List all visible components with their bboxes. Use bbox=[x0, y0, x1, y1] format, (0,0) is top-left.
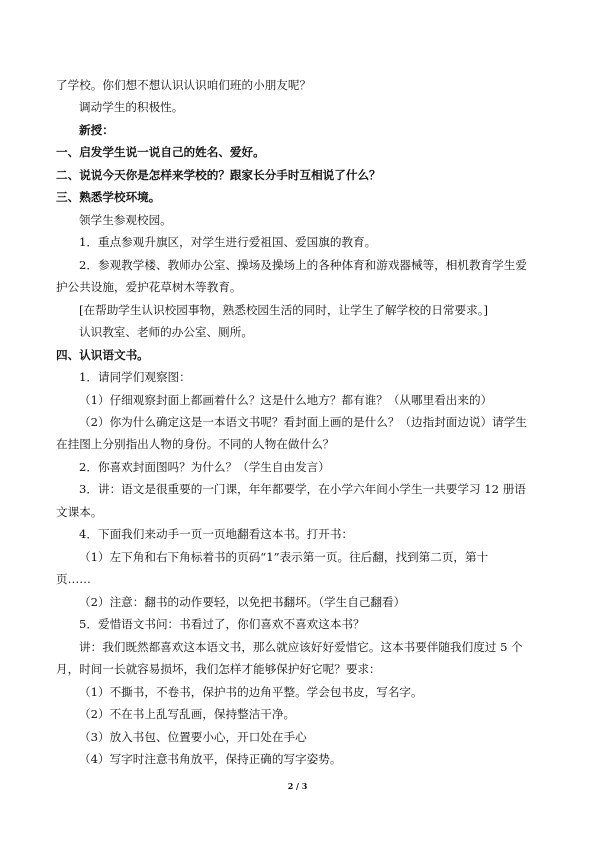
text-line: 1．请同学们观察图： bbox=[79, 370, 191, 384]
text-line: 5．爱惜语文书问：书看过了，你们喜欢不喜欢这本书？ bbox=[79, 617, 365, 631]
text-line: 领学生参观校园。 bbox=[79, 213, 172, 227]
text-line: 页…… bbox=[56, 572, 91, 586]
text-line: （2）注意：翻书的动作要轻，以免把书翻坏。（学生自己翻看） bbox=[79, 595, 406, 609]
text-line: [在帮助学生认识校园事物，熟悉校园生活的同时，让学生了解学校的日常要求。] bbox=[79, 303, 489, 317]
section-heading: 一、启发学生说一说自己的姓名、爱好。 bbox=[56, 145, 265, 159]
text-line: 护公共设施，爱护花草树木等教育。 bbox=[56, 280, 242, 294]
text-line: 在挂图上分别指出人物的身份。不同的人物在做什么？ bbox=[56, 437, 335, 451]
text-line: 3．讲：语文是很重要的一门课，年年都要学，在小学六年间小学生一共要学习 12 册语 bbox=[79, 482, 526, 496]
text-line: 讲：我们既然都喜欢这本语文书，那么就应该好好爱惜它。这本书要伴随我们度过 5 个 bbox=[79, 640, 523, 654]
text-line: 月，时间一长就容易损坏，我们怎样才能够保护好它呢？要求： bbox=[56, 662, 381, 676]
text-line: （1）不撕书，不卷书，保护书的边角平整。学会包书皮，写名字。 bbox=[79, 685, 423, 699]
text-line: 1．重点参观升旗区，对学生进行爱祖国、爱国旗的教育。 bbox=[79, 235, 377, 249]
text-line: （2）不在书上乱写乱画，保持整洁干净。 bbox=[79, 707, 296, 721]
text-line: （4）写字时注意书角放平，保持正确的写字姿势。 bbox=[79, 752, 342, 766]
text-line: （3）放入书包、位置要小心，开口处在手心 bbox=[79, 730, 307, 744]
section-heading: 三、熟悉学校环境。 bbox=[56, 190, 161, 204]
text-line: 文课本。 bbox=[56, 505, 103, 519]
section-heading: 二、说说今天你是怎样来学校的？跟家长分手时互相说了什么？ bbox=[56, 168, 381, 182]
text-line: （2）你为什么确定这是一本语文书呢？看封面上画的是什么？（边指封面边说）请学生 bbox=[79, 415, 527, 429]
text-line: （1）仔细观察封面上都画着什么？这是什么地方？都有谁？（从哪里看出来的） bbox=[79, 393, 493, 407]
section-heading: 四、认识语文书。 bbox=[56, 348, 149, 362]
text-line: 4．下面我们来动手一页一页地翻看这本书。打开书： bbox=[79, 527, 354, 541]
text-line: 2．你喜欢封面图吗？为什么？（学生自由发言） bbox=[79, 460, 330, 474]
page-number: 2 / 3 bbox=[287, 781, 308, 791]
text-line: 了学校。你们想不想认识认识咱们班的小朋友呢？ bbox=[56, 78, 312, 92]
section-heading: 新授： bbox=[79, 123, 114, 137]
text-line: 2．参观教学楼、教师办公室、操场及操场上的各种体育和游戏器械等，相机教育学生爱 bbox=[79, 258, 527, 272]
text-line: （1）左下角和右下角标着书的页码“1”表示第一页。往后翻，找到第二页，第十 bbox=[79, 550, 489, 564]
text-line: 调动学生的积极性。 bbox=[79, 100, 184, 114]
text-line: 认识教室、老师的办公室、厕所。 bbox=[79, 325, 253, 339]
